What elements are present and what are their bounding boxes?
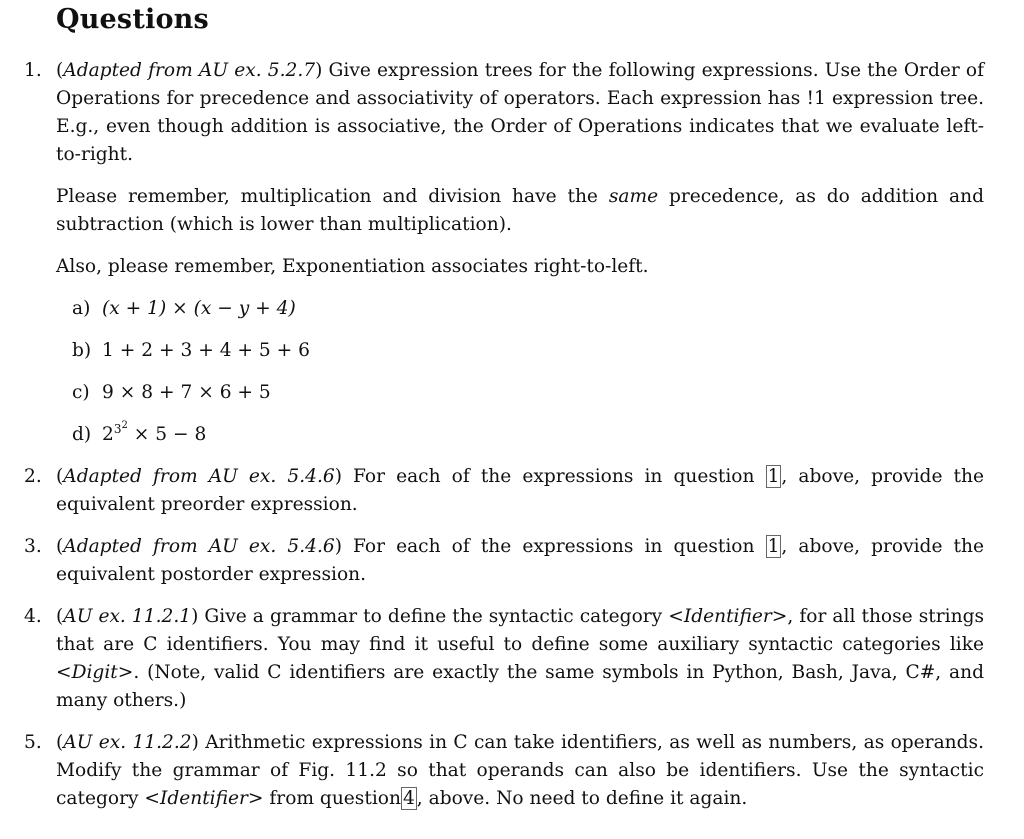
question-source: Adapted from AU ex. 5.4.6 [63, 536, 335, 557]
question-text: Give expression trees for the following expressions. Use the Order of Operations for precedence and associativity of operators. Each expression has !1 expression tree. E.g., even though addition is associative, the Order of Operations indicates that we evaluate left-to-right. [56, 60, 984, 165]
question-source: Adapted from AU ex. 5.4.6 [63, 466, 335, 487]
syntactic-category: <Identifier> [144, 788, 264, 809]
question-1 [24, 57, 984, 449]
question-number: 3. [24, 536, 42, 557]
question-ref-link[interactable]: 1 [767, 536, 780, 557]
question-source: AU ex. 11.2.2 [63, 732, 192, 753]
question-ref-link[interactable]: 1 [767, 466, 780, 487]
question-5: 5. (AU ex. 11.2.2) Arithmetic expressions in C can take identifiers, as well as numbers, as operands. Modify the grammar of Fig. 11.2 so that operands can also be identifiers. Use the syntactic category <Identifier> from question 4 , above. No need to define it again. [24, 729, 984, 813]
syntactic-category: <Identifier> [668, 606, 788, 627]
question-1-intro: (Adapted from AU ex. 5.2.7) Give expression trees for the following expressions. Use the Order of Operations for precedence and associativity of operators. Each expression has !1 expression tree. E.g., even though addition is associative, the Order of Operations indicates that we evaluate left-to-right. [56, 60, 984, 165]
expression-item-a: a) (x + 1) × (x − y + 4) [72, 298, 296, 319]
question-number: 2. [24, 466, 42, 487]
expression-item-d: d) $2^{3^2} \times 5 - 8$ [72, 419, 207, 445]
expression-item-b: b) 1 + 2 + 3 + 4 + 5 + 6 [72, 340, 310, 361]
expression-list [56, 295, 984, 449]
question-number: 5. [24, 732, 42, 753]
expression: $2^{3^2} \times 5 - 8$ [102, 419, 207, 445]
question-4: 4. (AU ex. 11.2.1) Give a grammar to define the syntactic category <Identifier>, for all those strings that are C identifiers. You may find it useful to define some auxiliary syntactic categories like <Digit>. (Note, valid C identifiers are exactly the same symbols in Python, Bash, Java, C#, and many others.) [24, 603, 984, 715]
syntactic-category: <Digit> [56, 662, 134, 683]
question-number: 4. [24, 606, 42, 627]
page-title: Questions [56, 4, 209, 35]
expression: (x + 1) × (x − y + 4) [102, 298, 296, 319]
expression: 1 + 2 + 3 + 4 + 5 + 6 [102, 340, 310, 361]
question-3: 3. (Adapted from AU ex. 5.4.6) For each of the expressions in question 1 , above, provide the equivalent postorder expression. [24, 533, 984, 589]
question-1-note-precedence: Please remember, multiplication and division have the same precedence, as do addition and subtraction (which is lower than multiplication). [56, 186, 984, 235]
expression: 9 × 8 + 7 × 6 + 5 [102, 382, 271, 403]
question-number: 1. [24, 60, 42, 81]
question-ref-link[interactable]: 4 [402, 788, 415, 809]
question-source: AU ex. 11.2.1 [63, 606, 192, 627]
question-1-note-exponent: Also, please remember, Exponentiation associates right-to-left. [56, 256, 649, 277]
expression-item-c: c) 9 × 8 + 7 × 6 + 5 [72, 382, 271, 403]
question-2: 2. (Adapted from AU ex. 5.4.6) For each of the expressions in question 1 , above, provide the equivalent preorder expression. [24, 463, 984, 519]
question-source: Adapted from AU ex. 5.2.7 [63, 60, 316, 81]
